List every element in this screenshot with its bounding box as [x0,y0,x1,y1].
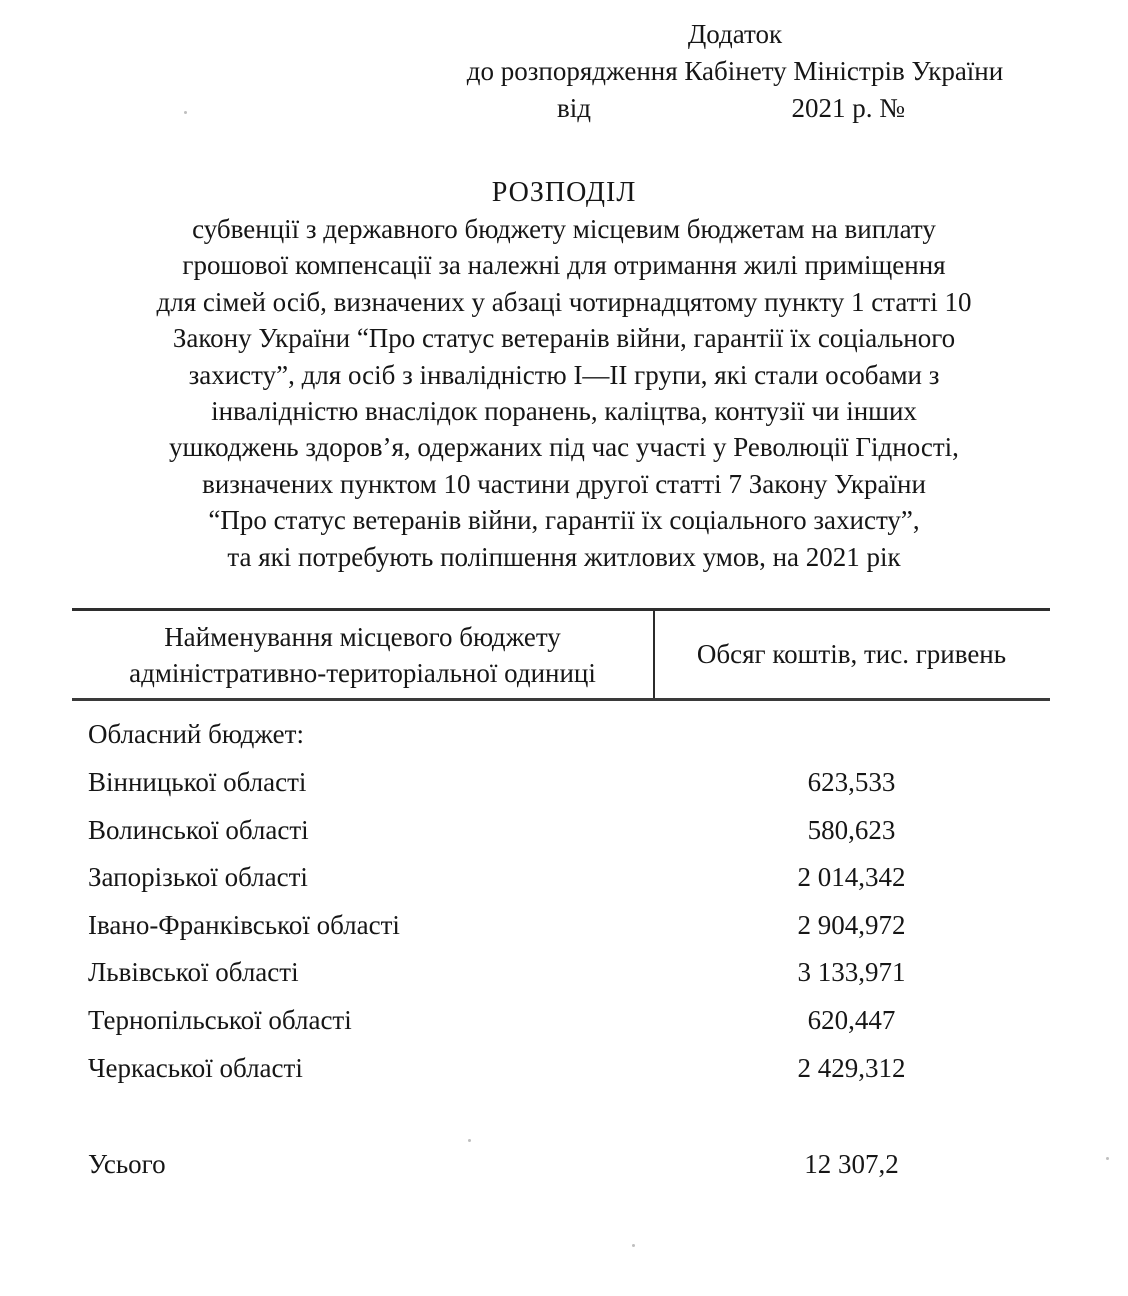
scan-speck [632,1244,635,1247]
document-title: РОЗПОДІЛ [491,177,637,208]
title-paragraph-line: Закону України “Про статус ветеранів війни, гарантії їх соціального [172,323,956,354]
table-row [72,759,1050,807]
total-label: Усього [88,1149,166,1180]
region-name: Львівської області [88,957,299,988]
title-paragraph-line: та які потребують поліпшення житлових умов, на 2021 рік [227,541,901,572]
total-amount: 12 307,2 [804,1149,899,1180]
table-header-amount [655,611,1048,698]
title-paragraph-line: ушкоджень здоров’я, одержаних під час участі у Революції Гідності, [169,432,959,463]
title-paragraph-line: визначених пунктом 10 частини другої статті 7 Закону України [202,468,926,499]
scan-speck [1106,1157,1109,1160]
amount-value: 623,533 [807,766,896,797]
title-paragraph-line: “Про статус ветеранів війни, гарантії їх соціального захисту”, [208,505,920,536]
table-header-name [72,611,655,698]
title-paragraph [0,211,1128,575]
region-name: Волинської області [88,814,309,845]
region-name: Вінницької області [88,766,307,797]
table-row [72,949,1050,997]
table-row [72,1044,1050,1092]
scan-speck [184,111,187,114]
title-paragraph-line: субвенції з державного бюджету місцевим бюджетам на виплату [192,214,936,244]
title-paragraph-line: для сімей осіб, визначених у абзаці чотирнадцятому пункту 1 статті 10 [156,286,972,317]
annex-header-line2: до розпорядження Кабінету Міністрів України [466,56,1004,86]
amount-value: 2 429,312 [797,1052,906,1083]
annex-header-line1: Додаток [687,19,783,49]
title-paragraph-line: інвалідністю внаслідок поранень, каліцтва, контузії чи інших [211,396,917,427]
region-name: Запорізької області [88,862,308,893]
group-label: Обласний бюджет: [88,719,304,750]
table-row [72,806,1050,854]
amount-value: 580,623 [807,814,896,845]
amount-value: 3 133,971 [797,957,906,988]
document-page [0,16,1128,1296]
amount-value: 2 904,972 [797,909,906,940]
table-row [72,854,1050,902]
title-block [0,174,1128,575]
total-row [72,1141,1050,1189]
table-row [72,997,1050,1045]
table-header-name-text: Найменування місцевого бюджету адміністративно-територіальної одиниці [129,621,596,688]
region-name: Черкаської області [88,1052,303,1083]
annex-date-line [425,90,1045,127]
table-body [72,701,1050,1188]
table-row [72,901,1050,949]
annex-date-suffix: 2021 р. № [791,93,905,123]
title-paragraph-line: грошової компенсації за належні для отримання жилі приміщення [182,250,946,281]
scan-speck [468,1139,471,1142]
table-header-amount-text: Обсяг коштів, тис. гривень [696,639,1007,670]
region-name: Івано-Франківської області [88,909,400,940]
amount-value: 620,447 [807,1004,896,1035]
table-header-row [72,608,1050,701]
annex-header [425,16,1045,127]
region-name: Тернопільської області [88,1004,352,1035]
amount-value: 2 014,342 [797,862,906,893]
group-label-row [72,711,1050,759]
budget-table [72,608,1050,1188]
annex-date-prefix: від [557,93,591,123]
title-paragraph-line: захисту”, для осіб з інвалідністю І—ІІ групи, які стали особами з [188,359,940,390]
